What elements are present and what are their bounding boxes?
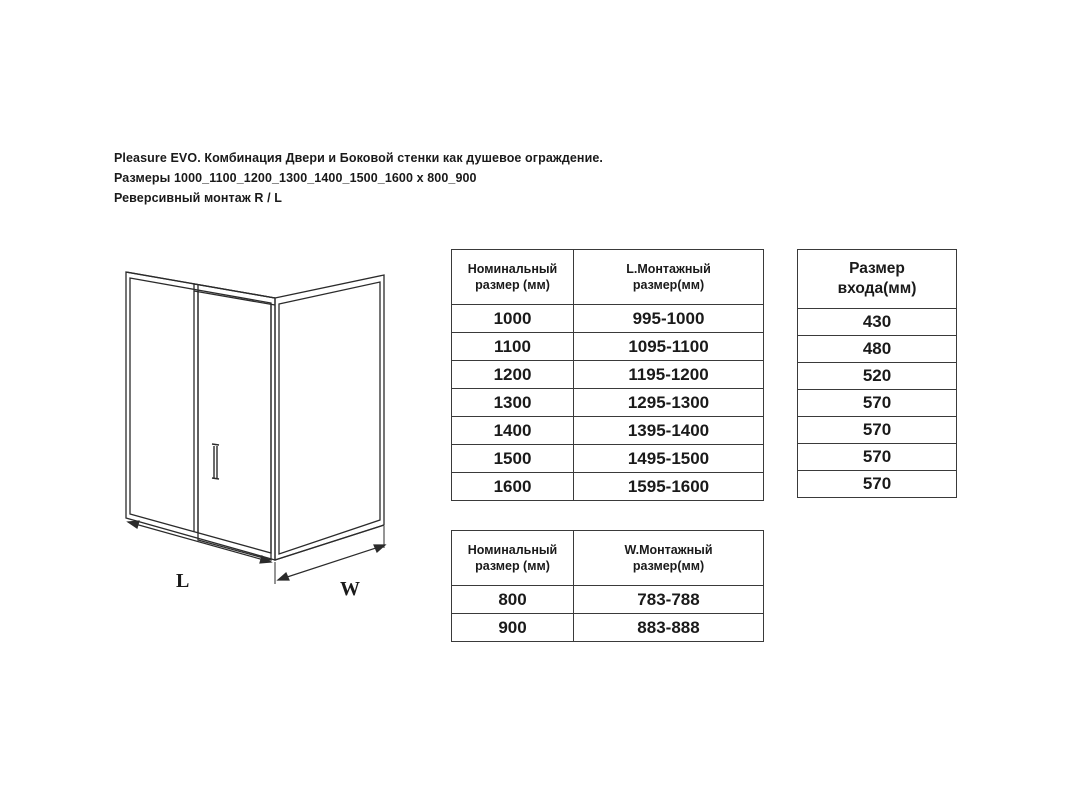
table-length-dimensions: [451, 249, 764, 501]
table-row: [452, 361, 764, 389]
cell-nominal: 1300: [452, 389, 574, 417]
cell-nominal: 1200: [452, 361, 574, 389]
header-entrance-line1: Размер: [849, 260, 905, 277]
cell-entrance: 430: [798, 309, 957, 336]
table-row: [452, 305, 764, 333]
cell-entrance: 480: [798, 336, 957, 363]
header-nominal-size: [452, 250, 574, 305]
cell-nominal: 1600: [452, 473, 574, 501]
table-header-row: [798, 250, 957, 309]
cell-nominal: 1000: [452, 305, 574, 333]
side-panel-inner-frame: [279, 282, 380, 554]
header-nominal-line1: Номинальный: [467, 262, 558, 276]
table-row: [798, 390, 957, 417]
cell-entrance: 570: [798, 444, 957, 471]
title-line-2: Размеры 1000_1100_1200_1300_1400_1500_1600 х 800_900: [114, 171, 477, 185]
table-row: [452, 473, 764, 501]
cell-install: 783-788: [574, 586, 764, 614]
cell-nominal: 1100: [452, 333, 574, 361]
dimension-line-w: [278, 545, 385, 580]
enclosure-isometric-svg: [108, 250, 418, 620]
front-panel-outline: [126, 272, 275, 560]
header-install-size-l: [574, 250, 764, 305]
cell-nominal: 900: [452, 614, 574, 642]
table-entrance-size: [797, 249, 957, 498]
table-header-row: [452, 250, 764, 305]
header-nominal-size: [452, 531, 574, 586]
door-handle-icon: [212, 444, 219, 479]
cell-install: 1095-1100: [574, 333, 764, 361]
header-install-line2: размер(мм): [632, 559, 705, 573]
cell-install: 1595-1600: [574, 473, 764, 501]
table-row: [798, 336, 957, 363]
cell-entrance: 570: [798, 471, 957, 498]
cell-nominal: 1500: [452, 445, 574, 473]
cell-nominal: 800: [452, 586, 574, 614]
dimension-label-l: L: [176, 570, 190, 592]
cell-nominal: 1400: [452, 417, 574, 445]
title-line-3: Реверсивный монтаж R / L: [114, 191, 282, 205]
cell-install: 883-888: [574, 614, 764, 642]
cell-entrance: 570: [798, 417, 957, 444]
header-nominal-line2: размер (мм): [475, 559, 550, 573]
table-row: [798, 309, 957, 336]
title-line-1: Pleasure EVO. Комбинация Двери и Боковой стенки как душевое ограждение.: [114, 151, 603, 165]
table-row: [452, 389, 764, 417]
header-entrance-line2: входа(мм): [837, 280, 917, 297]
table-row: [452, 586, 764, 614]
cell-install: 995-1000: [574, 305, 764, 333]
title-block: [114, 148, 603, 208]
table-row: [798, 444, 957, 471]
cell-install: 1295-1300: [574, 389, 764, 417]
header-install-line1: L.Монтажный: [626, 262, 711, 276]
cell-entrance: 520: [798, 363, 957, 390]
cell-install: 1495-1500: [574, 445, 764, 473]
table-row: [452, 417, 764, 445]
floor-edge: [275, 525, 384, 560]
side-panel-outline: [275, 275, 384, 560]
shower-enclosure-drawing: [108, 250, 418, 620]
table-row: [798, 417, 957, 444]
table-row: [452, 614, 764, 642]
front-panel-inner-frame: [130, 278, 271, 553]
top-track-line-2: [194, 291, 275, 305]
header-install-size-w: [574, 531, 764, 586]
header-install-line1: W.Монтажный: [624, 543, 713, 557]
dimension-line-l: [128, 521, 271, 563]
table-row: [452, 445, 764, 473]
sliding-door-leaf: [198, 291, 271, 560]
header-install-line2: размер(мм): [632, 278, 705, 292]
table-header-row: [452, 531, 764, 586]
table-row: [452, 333, 764, 361]
dimension-label-w: W: [340, 578, 360, 600]
header-nominal-line1: Номинальный: [467, 543, 558, 557]
cell-install: 1195-1200: [574, 361, 764, 389]
cell-entrance: 570: [798, 390, 957, 417]
table-width-dimensions: [451, 530, 764, 642]
cell-install: 1395-1400: [574, 417, 764, 445]
header-entrance-size: [798, 250, 957, 309]
header-nominal-line2: размер (мм): [475, 278, 550, 292]
table-row: [798, 471, 957, 498]
table-row: [798, 363, 957, 390]
